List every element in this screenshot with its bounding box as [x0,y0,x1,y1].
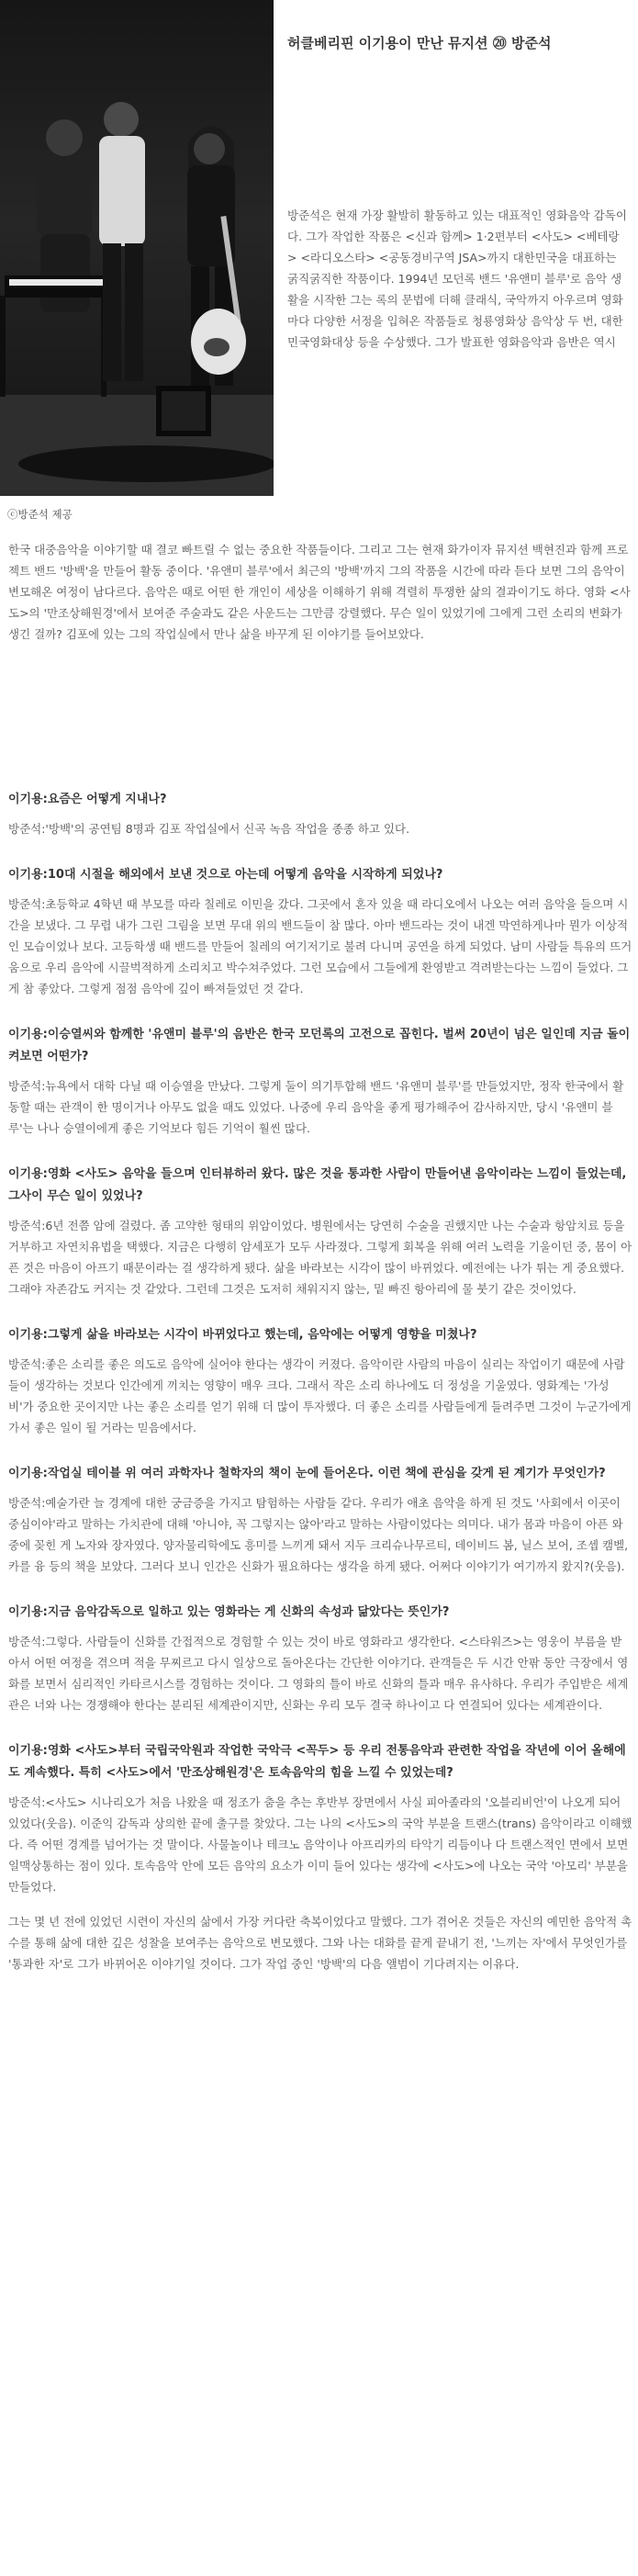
interview-answer: 방준석:'방백'의 공연팀 8명과 김포 작업실에서 신곡 녹음 작업을 종종 하고 있다. [8,822,410,836]
interview-question: 이기용:작업실 테이블 위 여러 과학자나 철학자의 책이 눈에 들어온다. 이런 책에 관심을 갖게 된 계기가 무엇인가? [8,1467,606,1480]
interview-answer: 방준석:예술가란 늘 경계에 대한 궁금증을 가지고 탐험하는 사람들 같다. 우리가 애초 음악을 하게 된 것도 '사회에서 이곳이 중심이야'라고 말하는 가치관에 대해 '아니야, 꼭 그렇지는 않아'라고 말하는 사람이었다는 의미다. 내가 몸과 마음이 아픈 와중에 꽂힌 게 노자와 장자였다. 양자물리학에도 흥미를 느끼게 돼서 지두 크리슈나무르티, 데이비드 봄, 닐스 보어, 조셉 캠벨, 카를 융 등의 책을 보았다. 그러다 보니 인간은 신화가 필요하다는 생각을 하게 됐다. 어쩌다 이야기가 여기까지 왔지?(웃음). [8,1496,629,1573]
intro-paragraph-full [8,539,632,645]
interview-question: 이기용:영화 <사도>부터 국립국악원과 작업한 국악극 <꼭두> 등 우리 전통음악과 관련한 작업을 작년에 이어 올해에도 계속했다. 특히 <사도>에서 '만조상해원경'은 토속음악의 힘을 느낄 수 있었는데? [8,1744,626,1780]
interview-answer: 방준석:그렇다. 사람들이 신화를 간접적으로 경험할 수 있는 것이 바로 영화라고 생각한다. <스타워즈>는 영웅이 부름을 받아서 어떤 여정을 겪으며 적을 무찌르고 다시 일상으로 돌아온다는 간단한 이야기다. 관객들은 두 시간 안팎 동안 극장에서 영화를 보면서 심리적인 카타르시스를 경험하는 것이다. 그 영화의 틀이 바로 신화의 틀과 매우 유사하다. 우리가 주입받은 세계관은 너와 나는 경쟁해야 한다는 분리된 세계관이지만, 신화는 우리 모두 결국 하나이고 다 연결되어 있다는 세계관이다. [8,1635,629,1712]
interview-answer: 방준석:<사도> 시나리오가 처음 나왔을 때 정조가 춤을 추는 후반부 장면에서 사실 피아졸라의 '오블리비언'이 나오게 되어 있었다(웃음). 이준익 감독과 상의한 끝에 출구를 찾았다. 그는 나의 <사도>의 국악 부분을 트랜스(trans) 음악이라고 이해했다. 즉 어떤 경계를 넘어가는 것 말이다. 사물놀이나 테크노 음악이나 아프리카의 타악기 리듬이나 다 트랜스적인 면에서 보면 일맥상통하는 점이 있다. 토속음악 안에 모든 음악의 요소가 이미 들어 있다는 생각에 <사도>에 나오는 국악 '아모리' 부분을 만들었다. [8,1795,632,1894]
interview-question: 이기용:지금 음악감독으로 일하고 있는 영화라는 게 신화의 속성과 닮았다는 뜻인가? [8,1605,450,1619]
intro-text-full: 한국 대중음악을 이야기할 때 결코 빠트릴 수 없는 중요한 작품들이다. 그리고 그는 현재 화가이자 뮤지션 백현진과 함께 프로젝트 밴드 '방백'을 만들어 활동 중이다. '유앤미 블루'에서 최근의 '방백'까지 그의 작품을 시간에 따라 듣다 보면 그의 음악이 변모해온 여정이 남다르다. 음악은 때로 어떤 한 개인이 세상을 이해하기 위해 격렬히 투쟁한 삶의 결과이기도 하다. 영화 <사도>의 '만조상해원경'에서 보여준 주술과도 같은 사운드는 그만큼 강렬했다. 무슨 일이 있었기에 그에게 그런 소리의 변화가 생긴 걸까? 김포에 있는 그의 작업실에서 만나 삶을 바꾸게 된 이야기를 들어보았다. [8,543,631,641]
closing-paragraph: 그는 몇 년 전에 있었던 시련이 자신의 삶에서 가장 커다란 축복이었다고 말했다. 그가 겪어온 것들은 자신의 예민한 음악적 촉수를 통해 삶에 대한 깊은 성찰을 보여주는 음악으로 변모했다. 그와 나는 대화를 끝게 끝내기 전, '느끼는 자'에서 무엇인가를 '통과한 자'로 그가 바뀌어온 이야기일 것이다. 그가 작업 중인 '방백'의 다음 앨범이 기다려지는 이유다. [8,1915,632,1971]
interview-question: 이기용:영화 <사도> 음악을 들으며 인터뷰하러 왔다. 많은 것을 통과한 사람이 만들어낸 음악이라는 느낌이 들었는데, 그사이 무슨 일이 있었나? [8,1167,627,1203]
intro-text-side: 방준석은 현재 가장 활발히 활동하고 있는 대표적인 영화음악 감독이다. 그가 작업한 작품은 <신과 함께> 1·2편부터 <사도> <베테랑> <라디오스타> <공동경비구역 JSA>까지 대한민국을 대표하는 굵직굵직한 작품이다. 1994년 모던록 밴드 '유앤미 블루'로 음악 생활을 시작한 그는 록의 문법에 더해 클래식, 국악까지 아우르며 영화마다 다양한 서정을 입혀온 작품들로 청룡영화상 음악상 두 번, 대한민국영화대상 등을 수상했다. 그가 발표한 영화음악과 음반은 역시 [287,208,627,349]
interview-answer: 방준석:초등학교 4학년 때 부모를 따라 칠레로 이민을 갔다. 그곳에서 혼자 있을 때 라디오에서 나오는 여러 음악을 들으며 시간을 보냈다. 그 무렵 내가 그린 그림을 보면 무대 위의 밴드들이 참 많다. 아마 밴드라는 것이 내겐 막연하게나마 뭔가 이상적인 모습이었나 보다. 고등학생 때 밴드를 만들어 칠레의 여기저기로 불려 다니며 공연을 하게 되었다. 남미 사람들 특유의 뜨거움으로 우리 음악에 시끌벅적하게 소리치고 박수쳐주었다. 그런 모습에서 그들에게 환영받고 격려받는다는 느낌이 들었다. 그게 참 좋았다. 그렇게 점점 음악에 깊이 빠져들었던 것 같다. [8,897,632,996]
musician-photo-illustration [0,0,274,496]
intro-paragraph-side [287,205,627,353]
interview-question: 이기용:그렇게 삶을 바라보는 시각이 바뀌었다고 했는데, 음악에는 어떻게 영향을 미쳤나? [8,1328,477,1342]
interview-question: 이기용:요즘은 어떻게 지내나? [8,793,167,806]
musician-photo [0,0,274,496]
photo-caption: ⓒ방준석 제공 [7,508,73,521]
interview-answer: 방준석:6년 전쯤 암에 걸렸다. 좀 고약한 형태의 위암이었다. 병원에서는 당연히 수술을 권했지만 나는 수술과 항암치료 등을 거부하고 자연치유법을 택했다. 지금은 다행히 암세포가 모두 사라졌다. 그렇게 회복을 위해 여러 노력을 기울이던 중, 몸이 아픈 것은 마음이 아프기 때문이라는 걸 생각하게 됐다. 삶을 바라보는 시각이 많이 바뀌었다. 예전에는 나가 튀는 게 중요했다. 그래야 자존감도 커지는 것 같았다. 그런데 그것은 도저히 채워지지 않는, 밑 빠진 항아리에 물 붓기 같은 것이었다. [8,1219,632,1296]
interview-answer: 방준석:뉴욕에서 대학 다닐 때 이승열을 만났다. 그렇게 둘이 의기투합해 밴드 '유앤미 블루'를 만들었지만, 정작 한국에서 활동할 때는 관객이 한 명이거나 아무도 없을 때도 있었다. 나중에 우리 음악을 좋게 평가해주어 감사하지만, 당시 '유앤미 블루'는 나나 승열이에게 좋은 기억보다 힘든 기억이 훨씬 많다. [8,1079,624,1135]
interview-answer: 방준석:좋은 소리를 좋은 의도로 음악에 실어야 한다는 생각이 커졌다. 음악이란 사람의 마음이 실리는 작업이기 때문에 사람들이 생각하는 것보다 인간에게 끼치는 영향이 매우 크다. 그래서 작은 소리 하나에도 더 정성을 기울였다. 영화계는 '가성비'가 중요한 곳이지만 나는 좋은 소리를 얻기 위해 더 많이 투자했다. 더 좋은 소리를 사람들에게 들려주면 그것이 누군가에게 가서 좋은 일이 될 거라는 믿음에서다. [8,1357,632,1434]
interview-section [8,789,632,1974]
interview-question: 이기용:10대 시절을 해외에서 보낸 것으로 아는데 어떻게 음악을 시작하게 되었나? [8,868,443,882]
article-title: 허클베리핀 이기용이 만난 뮤지션 ⑳ 방준석 [287,35,552,51]
interview-question: 이기용:이승열씨와 함께한 '유앤미 블루'의 음반은 한국 모던록의 고전으로 꼽힌다. 벌써 20년이 넘은 일인데 지금 돌이켜보면 어떤가? [8,1028,631,1063]
